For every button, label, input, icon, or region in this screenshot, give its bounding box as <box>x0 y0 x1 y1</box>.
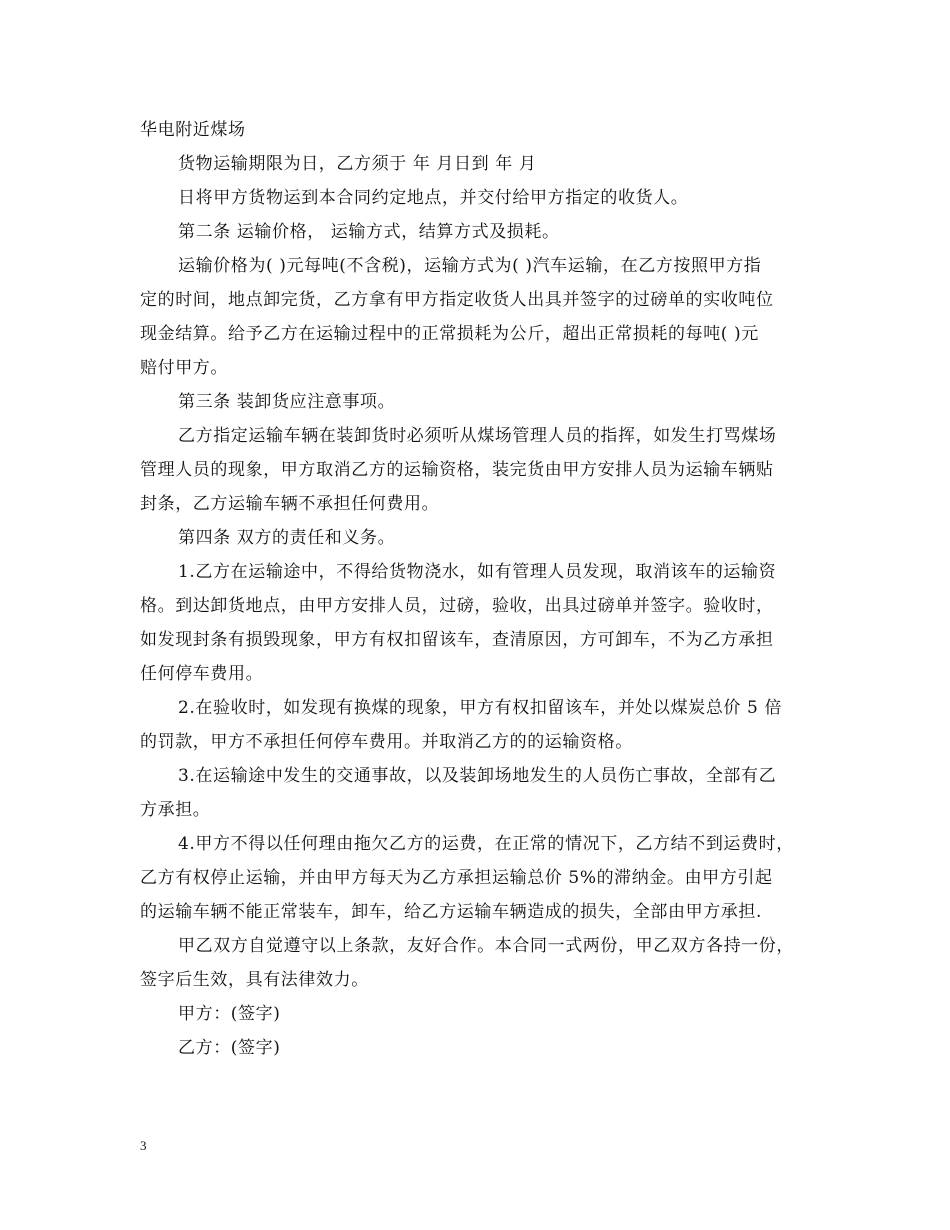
page-number: 3 <box>140 1138 147 1153</box>
text-line: 华电附近煤场 <box>140 120 246 140</box>
text-line: 现金结算。给予乙方在运输过程中的正常损耗为公斤，超出正常损耗的每吨( )元 <box>140 324 759 344</box>
text-line: 货物运输期限为日，乙方须于 年 月日到 年 月 <box>178 154 537 174</box>
section-heading: 第三条 装卸货应注意事项。 <box>178 392 396 412</box>
text-line: 的罚款，甲方不承担任何停车费用。并取消乙方的的运输资格。 <box>140 732 633 752</box>
text-line: 日将甲方货物运到本合同约定地点，并交付给甲方指定的收货人。 <box>178 188 689 208</box>
text-line: 封条，乙方运输车辆不承担任何费用。 <box>140 494 440 514</box>
text-line: 管理人员的现象，甲方取消乙方的运输资格，装完货由甲方安排人员为运输车辆贴 <box>140 460 774 480</box>
text-line: 甲乙双方自觉遵守以上条款，友好合作。本合同一式两份，甲乙双方各持一份， <box>178 936 794 956</box>
text-line: 定的时间，地点卸完货，乙方拿有甲方指定收货人出具并签字的过磅单的实收吨位 <box>140 290 774 310</box>
text-line: 乙方指定运输车辆在装卸货时必须听从煤场管理人员的指挥，如发生打骂煤场 <box>178 426 777 446</box>
text-line: 乙方有权停止运输，并由甲方每天为乙方承担运输总价 5%的滞纳金。由甲方引起 <box>140 868 773 888</box>
text-line: 方承担。 <box>140 800 211 820</box>
text-line: 2.在验收时，如发现有换煤的现象，甲方有权扣留该车，并处以煤炭总价 5 倍 <box>178 698 783 718</box>
section-heading: 第二条 运输价格， 运输方式，结算方式及损耗。 <box>178 222 560 242</box>
signature-line-party-a: 甲方：(签字) <box>178 1004 281 1024</box>
text-line: 如发现封条有损毁现象，甲方有权扣留该车，查清原因，方可卸车，不为乙方承担 <box>140 630 774 650</box>
text-line: 任何停车费用。 <box>140 664 264 684</box>
text-line: 格。到达卸货地点，由甲方安排人员，过磅，验收，出具过磅单并签字。验收时， <box>140 596 774 616</box>
text-line: 运输价格为( )元每吨(不含税)，运输方式为( )汽车运输，在乙方按照甲方指 <box>178 256 762 276</box>
text-line: 签字后生效，具有法律效力。 <box>140 970 369 990</box>
text-line: 的运输车辆不能正常装车，卸车，给乙方运输车辆造成的损失，全部由甲方承担. <box>140 902 763 922</box>
signature-line-party-b: 乙方：(签字) <box>178 1038 281 1058</box>
section-heading: 第四条 双方的责任和义务。 <box>178 528 396 548</box>
text-line: 1.乙方在运输途中，不得给货物浇水，如有管理人员发现，取消该车的运输资 <box>178 562 777 582</box>
text-line: 4.甲方不得以任何理由拖欠乙方的运费，在正常的情况下，乙方结不到运费时， <box>178 834 794 854</box>
text-line: 赔付甲方。 <box>140 358 228 378</box>
text-line: 3.在运输途中发生的交通事故，以及装卸场地发生的人员伤亡事故，全部有乙 <box>178 766 777 786</box>
